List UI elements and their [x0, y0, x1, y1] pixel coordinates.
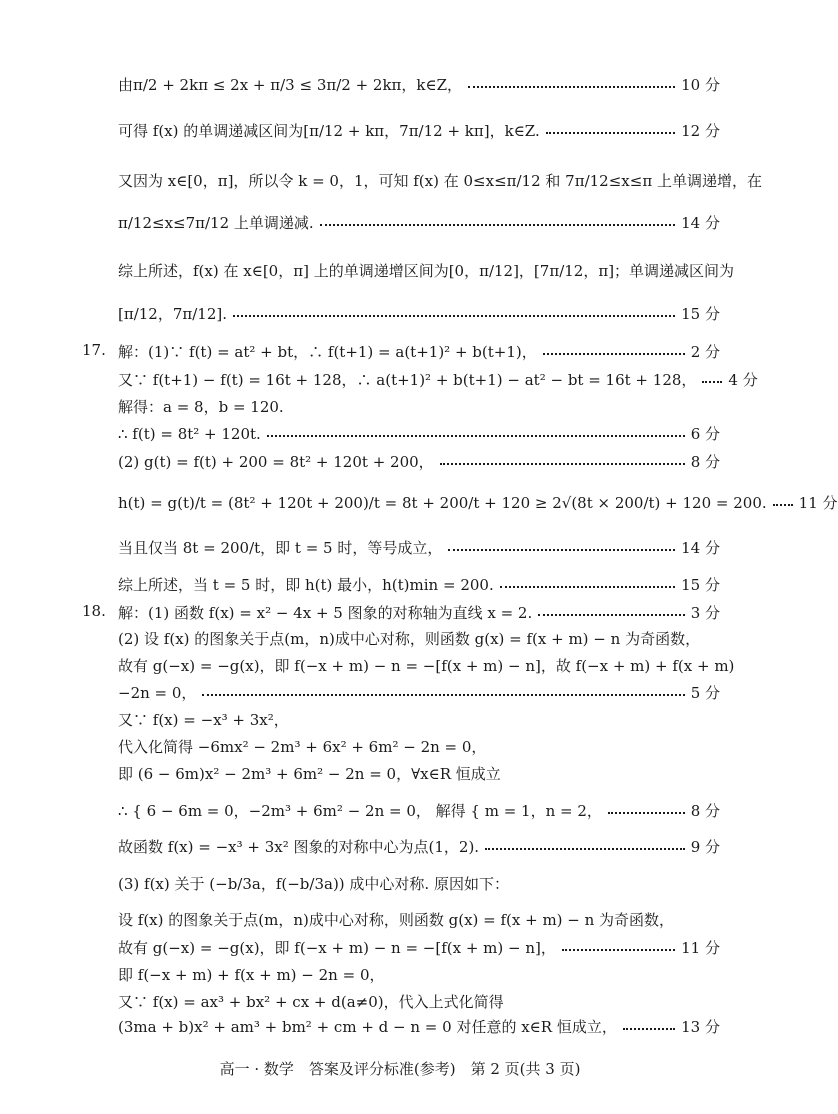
line-text: 又∵ f(x) = −x³ + 3x²， — [118, 711, 289, 729]
solution-line — [118, 873, 720, 894]
dot-leader — [440, 462, 685, 465]
score-label: 11 分 — [681, 939, 720, 957]
line-text: 故有 g(−x) = −g(x)，即 f(−x + m) − n = −[f(x + m) − n]， — [118, 939, 556, 957]
line-text: 综上所述，f(x) 在 x∈[0，π] 上的单调递增区间为[0，π/12]，[7π/12，π]；单调递减区间为 — [118, 262, 735, 280]
dot-leader — [773, 503, 793, 506]
dot-leader — [233, 314, 675, 317]
line-text: 又因为 x∈[0，π]，所以令 k = 0，1，可知 f(x) 在 0≤x≤π/12 和 7π/12≤x≤π 上单调递增，在 — [118, 172, 762, 190]
solution-line — [118, 628, 720, 649]
score-label: 10 分 — [681, 76, 720, 94]
line-text: 即 (6 − 6m)x² − 2m³ + 6m² − 2n = 0，∀x∈R 恒成立 — [118, 765, 501, 783]
line-text: 解得：a = 8，b = 120. — [118, 398, 284, 416]
dot-leader — [538, 613, 684, 616]
line-text: 代入化简得 −6mx² − 2m³ + 6x² + 6m² − 2n = 0， — [118, 738, 487, 756]
score-label: 13 分 — [681, 1018, 720, 1036]
score-label: 15 分 — [681, 305, 720, 323]
solution-line — [118, 1016, 720, 1037]
dot-leader — [546, 131, 675, 134]
line-text: π/12≤x≤7π/12 上单调递减. — [118, 214, 314, 232]
line-text: 故有 g(−x) = −g(x)，即 f(−x + m) − n = −[f(x + m) − n]，故 f(−x + m) + f(x + m) — [118, 657, 735, 675]
line-text: 即 f(−x + m) + f(x + m) − 2n = 0， — [118, 966, 385, 984]
score-label: 9 分 — [690, 838, 720, 856]
solution-line — [118, 537, 720, 558]
solution-line — [118, 602, 720, 623]
dot-leader — [468, 85, 675, 88]
line-text: 设 f(x) 的图象关于点(m，n)成中心对称，则函数 g(x) = f(x + m) − n 为奇函数， — [118, 911, 675, 929]
solution-line — [118, 574, 720, 595]
question-number: 18. — [82, 602, 106, 620]
score-label: 8 分 — [690, 802, 720, 820]
line-text: 又∵ f(x) = ax³ + bx² + cx + d(a≠0)，代入上式化简得 — [118, 993, 504, 1011]
question-number: 17. — [82, 341, 106, 359]
solution-line — [118, 964, 720, 985]
score-label: 15 分 — [681, 576, 720, 594]
line-text: −2n = 0， — [118, 684, 197, 702]
score-label: 14 分 — [681, 214, 720, 232]
dot-leader — [562, 948, 675, 951]
dot-leader — [608, 811, 685, 814]
dot-leader — [500, 585, 675, 588]
line-text: 解：(1)∵ f(t) = at² + bt，∴ f(t+1) = a(t+1)² + b(t+1)， — [118, 343, 537, 361]
solution-line — [118, 74, 720, 95]
dot-leader — [543, 352, 685, 355]
solution-line — [118, 836, 720, 857]
line-text: 综上所述，当 t = 5 时，即 h(t) 最小，h(t)min = 200. — [118, 576, 494, 594]
solution-line — [118, 763, 720, 784]
dot-leader — [267, 434, 685, 437]
page-footer: 高一 · 数学 答案及评分标准(参考) 第 2 页(共 3 页) — [219, 1060, 581, 1078]
score-label: 5 分 — [690, 684, 720, 702]
score-label: 8 分 — [690, 453, 720, 471]
line-text: (2) g(t) = f(t) + 200 = 8t² + 120t + 200， — [118, 453, 434, 471]
solution-line — [118, 341, 720, 362]
solution-line — [118, 991, 720, 1012]
score-label: 11 分 — [798, 494, 838, 512]
solution-line — [118, 492, 838, 513]
solution-line — [118, 937, 720, 958]
score-label: 3 分 — [690, 604, 720, 622]
solution-line — [118, 800, 720, 821]
solution-line — [118, 423, 720, 444]
score-label: 14 分 — [681, 539, 720, 557]
solution-line — [118, 736, 720, 757]
solution-line — [118, 260, 735, 281]
dot-leader — [448, 548, 675, 551]
line-text: (3) f(x) 关于 (−b/3a，f(−b/3a)) 成中心对称. 原因如下： — [118, 875, 509, 893]
solution-line — [118, 120, 720, 141]
line-text: 由π/2 + 2kπ ≤ 2x + π/3 ≤ 3π/2 + 2kπ，k∈Z， — [118, 76, 463, 94]
line-text: ∴ f(t) = 8t² + 120t. — [118, 424, 261, 443]
solution-line — [118, 303, 720, 324]
line-text: ∴ { 6 − 6m = 0，−2m³ + 6m² − 2n = 0， 解得 { m = 1，n = 2， — [118, 802, 602, 820]
solution-line — [118, 212, 720, 233]
solution-line — [118, 396, 720, 417]
line-text: h(t) = g(t)/t = (8t² + 120t + 200)/t = 8t + 200/t + 120 ≥ 2√(8t × 200/t) + 120 = 200. — [118, 493, 767, 512]
line-text: 当且仅当 8t = 200/t，即 t = 5 时，等号成立， — [118, 539, 443, 557]
line-text: 可得 f(x) 的单调递减区间为[π/12 + kπ，7π/12 + kπ]，k∈Z. — [118, 122, 540, 140]
dot-leader — [202, 693, 684, 696]
solution-line — [118, 369, 758, 390]
line-text: 解：(1) 函数 f(x) = x² − 4x + 5 图象的对称轴为直线 x = 2. — [118, 604, 533, 622]
solution-line — [118, 170, 762, 191]
line-text: (3ma + b)x² + am³ + bm² + cm + d − n = 0 对任意的 x∈R 恒成立， — [118, 1018, 617, 1036]
score-label: 6 分 — [690, 425, 720, 443]
score-label: 4 分 — [728, 371, 758, 389]
dot-leader — [702, 380, 722, 383]
dot-leader — [485, 847, 685, 850]
solution-line — [118, 655, 735, 676]
dot-leader — [623, 1027, 675, 1030]
line-text: (2) 设 f(x) 的图象关于点(m，n)成中心对称，则函数 g(x) = f(x + m) − n 为奇函数， — [118, 630, 701, 648]
solution-line — [118, 909, 720, 930]
score-label: 12 分 — [681, 122, 720, 140]
solution-line — [118, 682, 720, 703]
solution-line — [118, 451, 720, 472]
line-text: 故函数 f(x) = −x³ + 3x² 图象的对称中心为点(1，2). — [118, 838, 480, 856]
dot-leader — [320, 223, 675, 226]
line-text: 又∵ f(t+1) − f(t) = 16t + 128，∴ a(t+1)² + b(t+1) − at² − bt = 16t + 128， — [118, 371, 697, 389]
line-text: [π/12，7π/12]. — [118, 305, 228, 323]
score-label: 2 分 — [690, 343, 720, 361]
solution-line — [118, 709, 720, 730]
